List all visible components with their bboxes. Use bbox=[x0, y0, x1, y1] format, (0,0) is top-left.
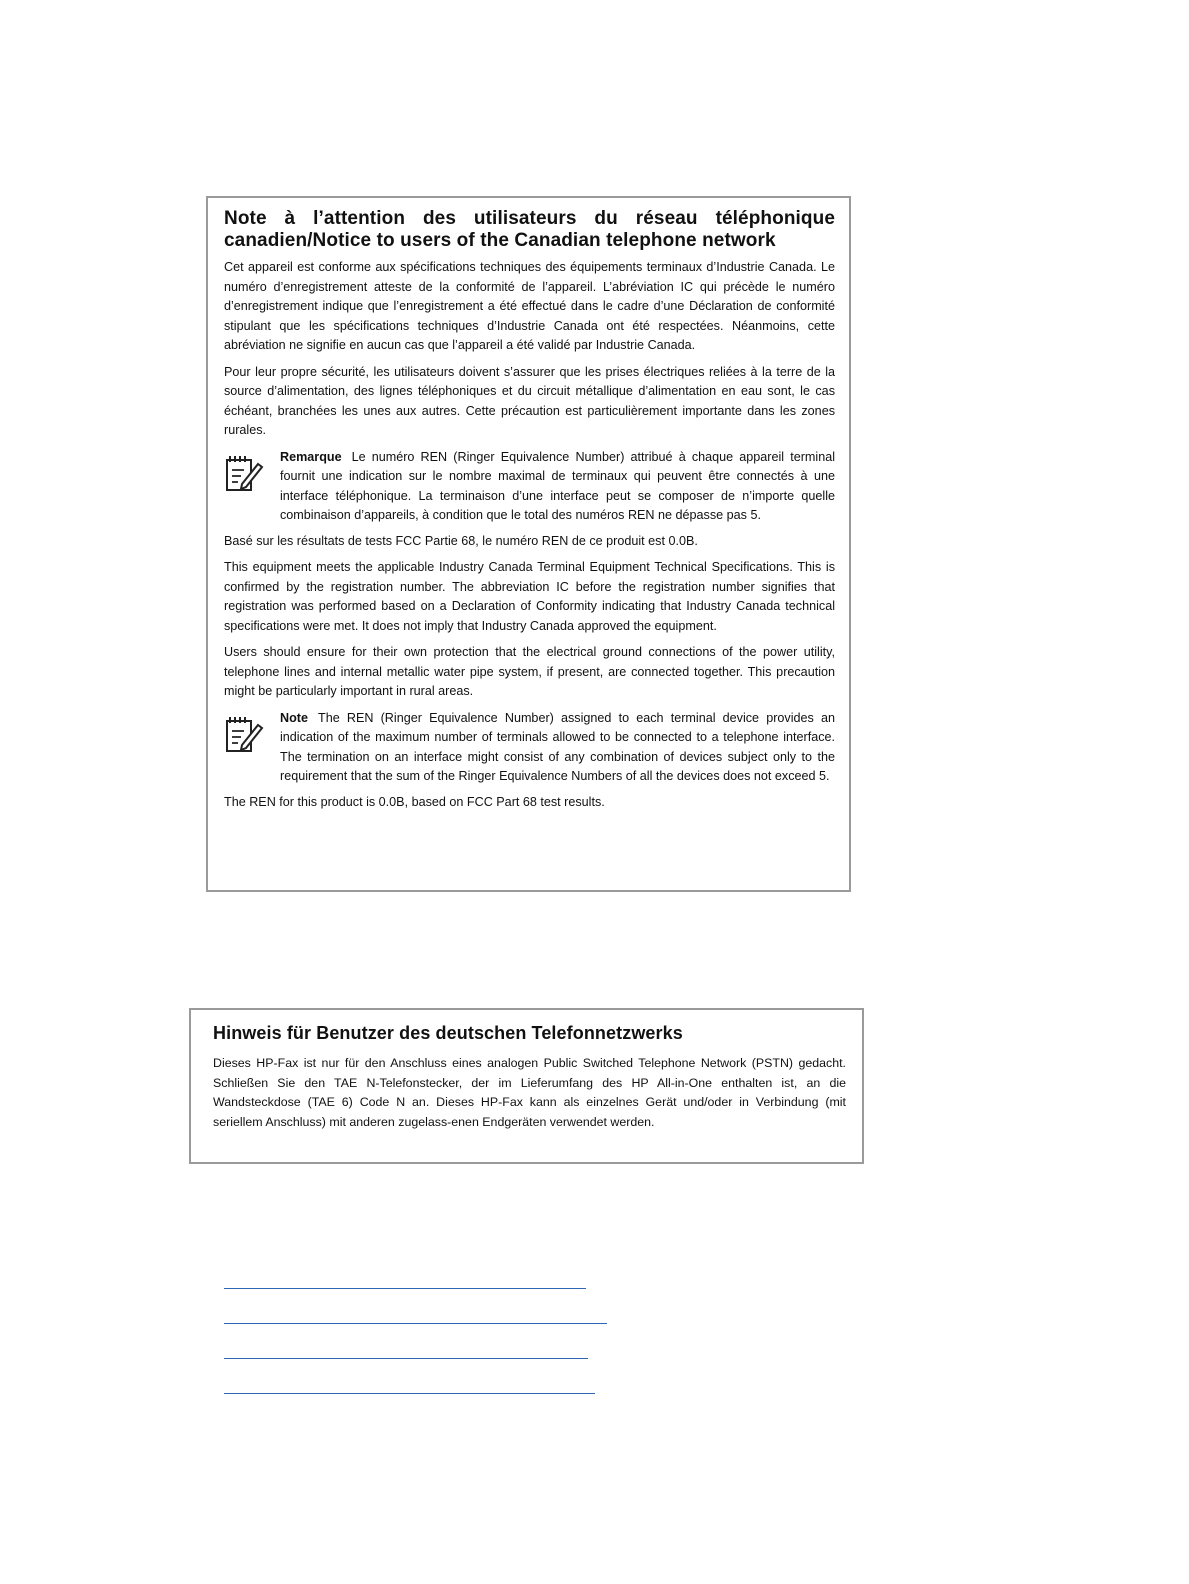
canada-en-ren: The REN for this product is 0.0B, based on FCC Part 68 test results. bbox=[224, 794, 605, 809]
canada-fr-note-text bbox=[280, 448, 835, 526]
note-pencil-icon bbox=[224, 709, 280, 759]
canada-fr-note-label: Remarque bbox=[280, 449, 342, 464]
link-underline-3[interactable] bbox=[224, 1358, 588, 1359]
germany-notice-title: Hinweis für Benutzer des deutschen Telefonnetzwerks bbox=[213, 1023, 683, 1043]
canada-notice-title: Note à l’attention des utilisateurs du réseau téléphonique canadien/Notice to users of the Canadian telephone network bbox=[224, 208, 835, 251]
germany-notice-box bbox=[189, 1008, 864, 1164]
germany-paragraph: Dieses HP-Fax ist nur für den Anschluss eines analogen Public Switched Telephone Network (PSTN) gedacht. Schließen Sie den TAE N-Telefonstecker, der im Lieferumfang des HP All-in-One enthalten ist, an die Wandsteckdose (TAE 6) Code N an. Dieses HP-Fax kann als einzelnes Gerät und/oder in Verbindung (mit seriellem Anschluss) mit anderen zugelass-enen Endgeräten verwendet werden. bbox=[213, 1056, 846, 1129]
link-list bbox=[224, 1288, 607, 1428]
note-pencil-icon bbox=[224, 448, 280, 498]
canada-fr-ren: Basé sur les résultats de tests FCC Partie 68, le numéro REN de ce produit est 0.0B. bbox=[224, 533, 698, 548]
canada-fr-note bbox=[224, 448, 835, 526]
link-underline-2[interactable] bbox=[224, 1323, 607, 1324]
canada-fr-paragraph-1: Cet appareil est conforme aux spécifications techniques des équipements terminaux d’Industrie Canada. Le numéro d’enregistrement atteste de la conformité de l’appareil. L’abréviation IC qui précède le numéro d’enregistrement indique que l’enregistrement a été effectué dans le cadre d’une Déclaration de conformité stipulant que les spécifications techniques d’Industrie Canada ont été respectées. Néanmoins, cette abréviation ne signifie en aucun cas que l’appareil a été validé par Industrie Canada. bbox=[224, 260, 835, 352]
canada-fr-paragraph-2: Pour leur propre sécurité, les utilisateurs doivent s’assurer que les prises électriques reliées à la terre de la source d’alimentation, des lignes téléphoniques et du circuit métallique d’alimentation en eau sont, le cas échéant, branchées les unes aux autres. Cette précaution est particulièrement importante dans les zones rurales. bbox=[224, 364, 835, 437]
canada-notice-box bbox=[206, 196, 851, 892]
link-underline-4[interactable] bbox=[224, 1393, 595, 1394]
link-underline-1[interactable] bbox=[224, 1288, 586, 1289]
canada-en-note bbox=[224, 709, 835, 787]
canada-en-note-text bbox=[280, 709, 835, 787]
canada-en-paragraph-1: This equipment meets the applicable Industry Canada Terminal Equipment Technical Specifications. This is confirmed by the registration number. The abbreviation IC before the registration number signifies that registration was performed based on a Declaration of Conformity indicating that Industry Canada technical specifications were met. It does not imply that Industry Canada approved the equipment. bbox=[224, 560, 835, 633]
canada-en-paragraph-2: Users should ensure for their own protection that the electrical ground connections of the power utility, telephone lines and internal metallic water pipe system, if present, are connected together. This precaution might be particularly important in rural areas. bbox=[224, 645, 835, 698]
canada-fr-note-body: Le numéro REN (Ringer Equivalence Number) attribué à chaque appareil terminal fournit une indication sur le nombre maximal de terminaux qui peuvent être connectés à une interface téléphonique. La terminaison d’une interface peut se composer de n’importe quelle combinaison d’appareils, à condition que le total des numéros REN ne dépasse pas 5. bbox=[280, 449, 835, 522]
canada-en-note-body: The REN (Ringer Equivalence Number) assigned to each terminal device provides an indication of the maximum number of terminals allowed to be connected to a telephone interface. The termination on an interface might consist of any combination of devices subject only to the requirement that the sum of the Ringer Equivalence Numbers of all the devices does not exceed 5. bbox=[280, 710, 835, 783]
canada-en-note-label: Note bbox=[280, 710, 308, 725]
